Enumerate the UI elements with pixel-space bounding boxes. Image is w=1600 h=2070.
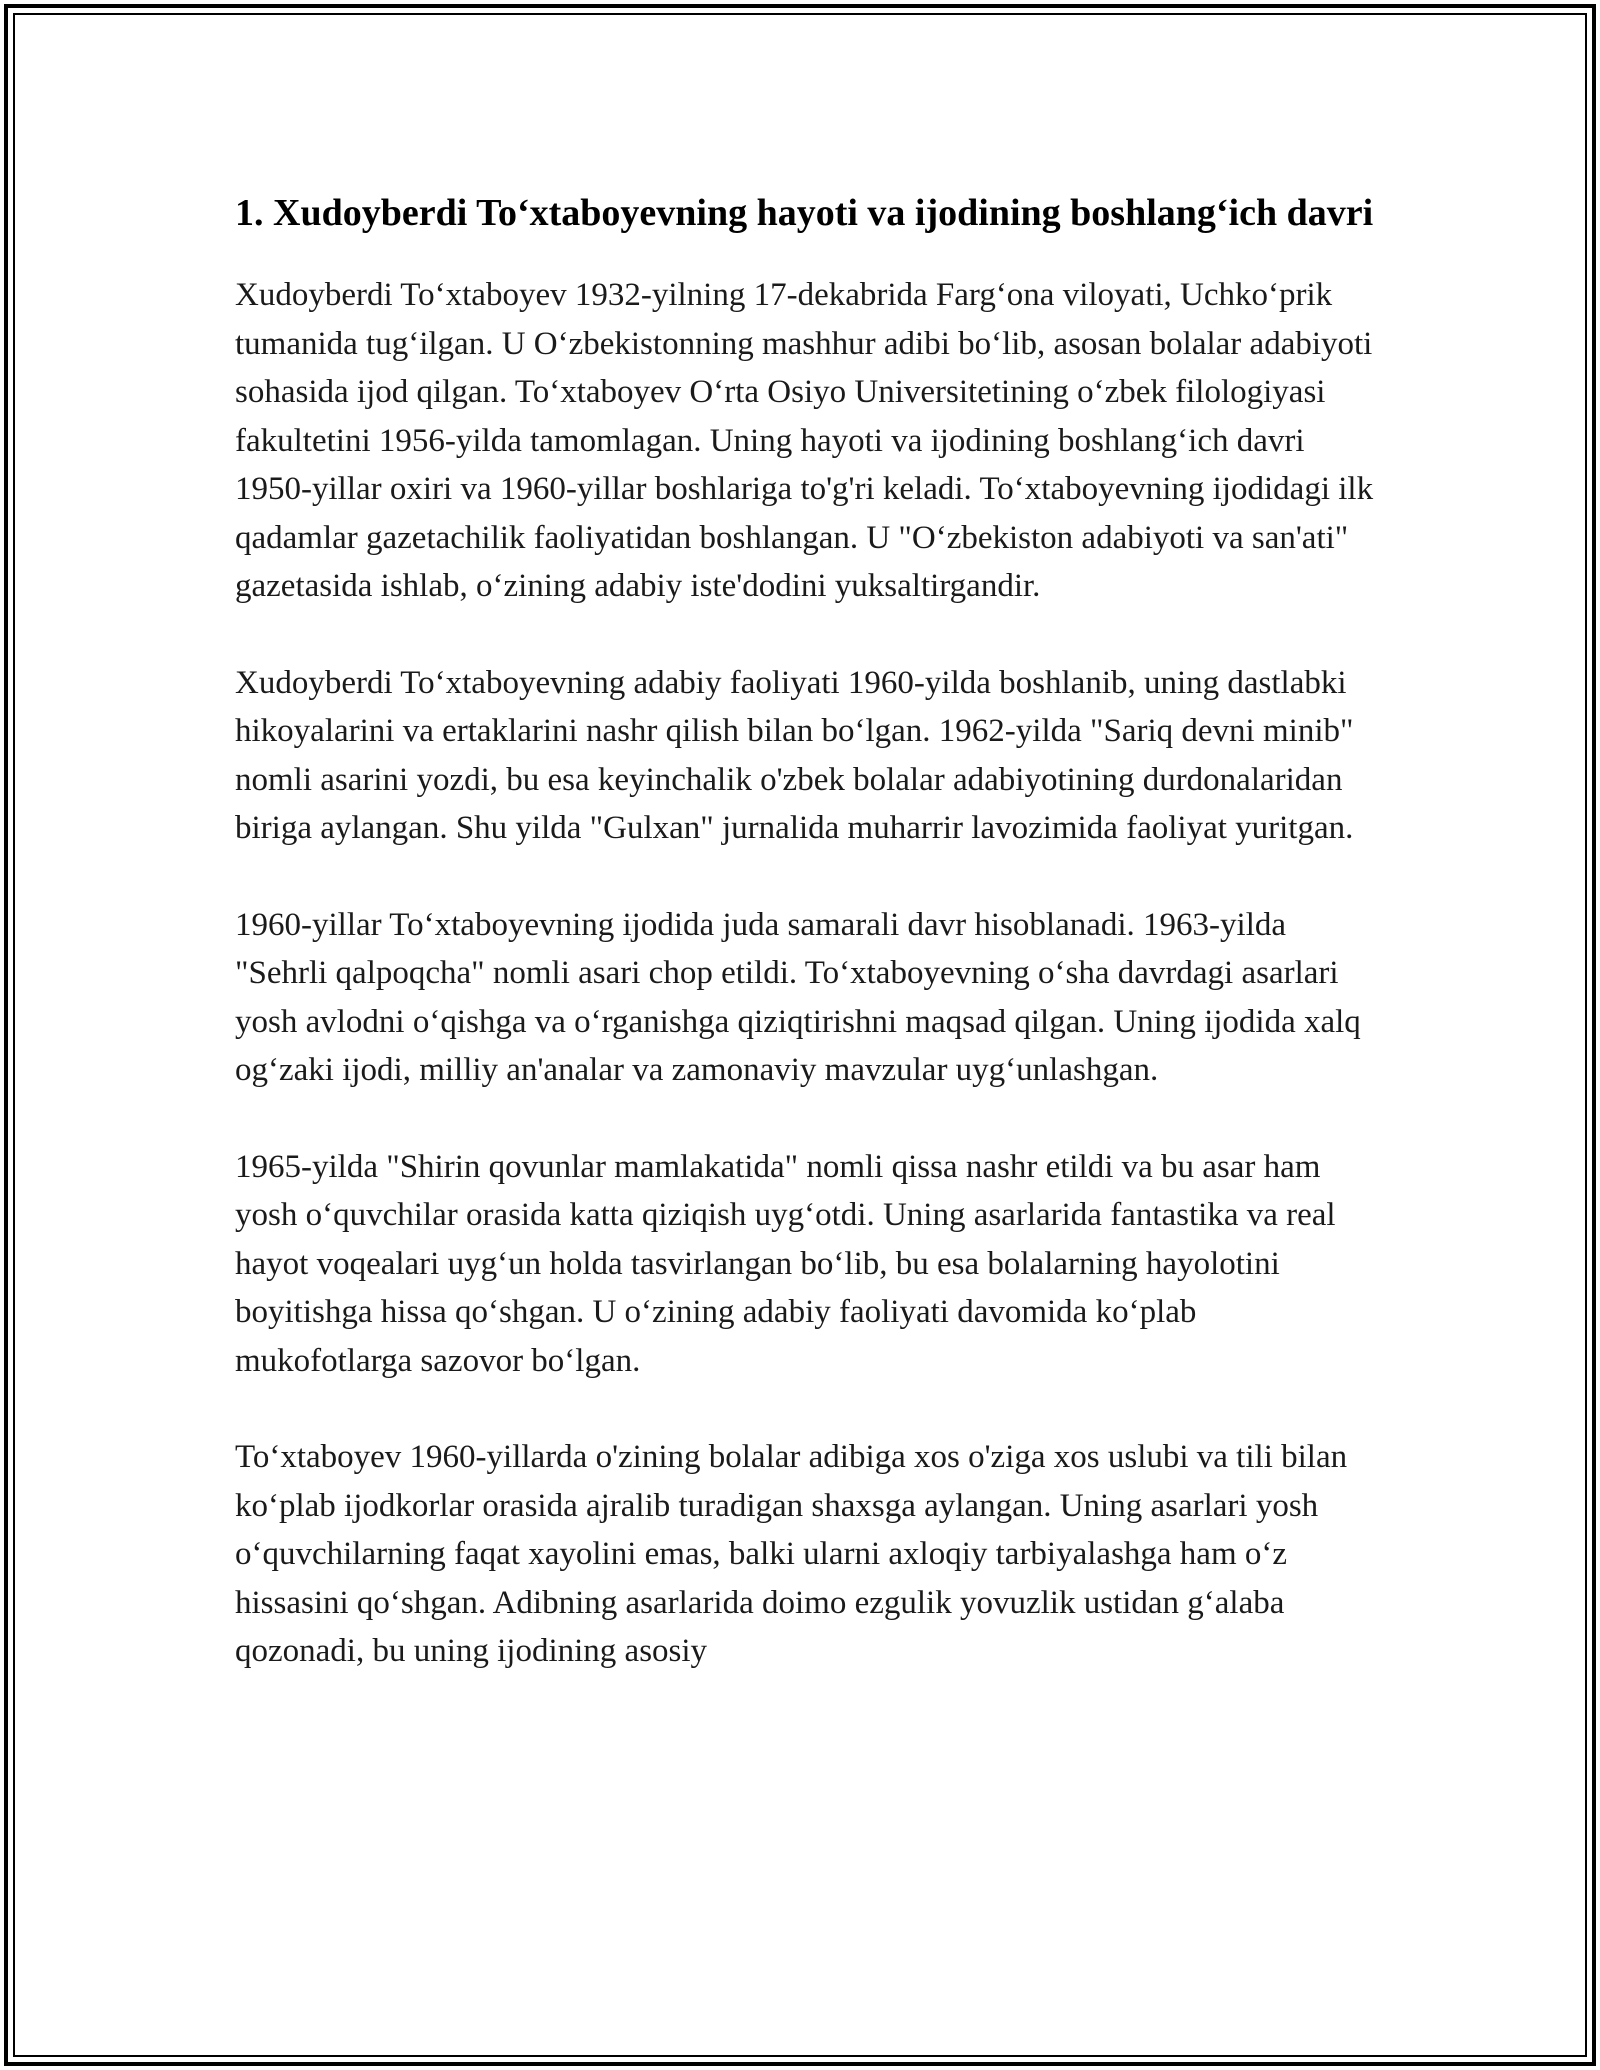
paragraph-1960s: 1960-yillar To‘xtaboyevning ijodida juda samarali davr hisoblanadi. 1963-yilda "Sehrli qalpoqcha" nomli asari chop etildi. To‘xtaboyevning o‘sha davrdagi asarlari yosh avlodni o‘qishga va o‘rganishga qiziqtirishni maqsad qilgan. Uning ijodida xalq og‘zaki ijodi, milliy an'analar va zamonaviy mavzular uyg‘unlashgan. <box>235 906 1361 1088</box>
paragraph-style: To‘xtaboyev 1960-yillarda o'zining bolalar adibiga xos o'ziga xos uslubi va tili bilan ko‘plab ijodkorlar orasida ajralib turadigan shaxsga aylangan. Uning asarlari yosh o‘quvchilarning faqat xayolini emas, balki ularni axloqiy tarbiyalashga ham o‘z hissasini qo‘shgan. Adibning asarlarida doimo ezgulik yovuzlik ustidan g‘alaba qozonadi, bu uning ijodining asosiy <box>235 1439 1348 1669</box>
paragraph-1965: 1965-yilda "Shirin qovunlar mamlakatida" nomli qissa nashr etildi va bu asar ham yosh o‘quvchilar orasida katta qiziqish uyg‘otdi. Uning asarlarida fantastika va real hayot voqealari uyg‘un holda tasvirlangan bo‘lib, bu esa bolalarning hayolotini boyitishga hissa qo‘shgan. U o‘zining adabiy faoliyati davomida ko‘plab mukofotlarga sazovor bo‘lgan. <box>235 1148 1336 1379</box>
section-heading: 1. Xudoyberdi To‘xtaboyevning hayoti va ijodining boshlang‘ich davri <box>235 192 1374 234</box>
document-body <box>235 185 1375 1724</box>
paragraph-biography: Xudoyberdi To‘xtaboyev 1932-yilning 17-dekabrida Farg‘ona viloyati, Uchko‘prik tumanida tug‘ilgan. U O‘zbekistonning mashhur adibi bo‘lib, asosan bolalar adabiyoti sohasida ijod qilgan. To‘xtaboyev O‘rta Osiyo Universitetining o‘zbek filologiyasi fakultetini 1956-yilda tamomlagan. Uning hayoti va ijodining boshlang‘ich davri 1950-yillar oxiri va 1960-yillar boshlariga to'g'ri keladi. To‘xtaboyevning ijodidagi ilk qadamlar gazetachilik faoliyatidan boshlangan. U "O‘zbekiston adabiyoti va san'ati" gazetasida ishlab, o‘zining adabiy iste'dodini yuksaltirgandir. <box>235 277 1374 604</box>
paragraph-early-works: Xudoyberdi To‘xtaboyevning adabiy faoliyati 1960-yilda boshlanib, uning dastlabki hikoyalarini va ertaklarini nashr qilish bilan bo‘lgan. 1962-yilda "Sariq devni minib" nomli asarini yozdi, bu esa keyinchalik o'zbek bolalar adabiyotining durdonalaridan biriga aylangan. Shu yilda "Gulxan" jurnalida muharrir lavozimida faoliyat yuritgan. <box>235 664 1354 846</box>
